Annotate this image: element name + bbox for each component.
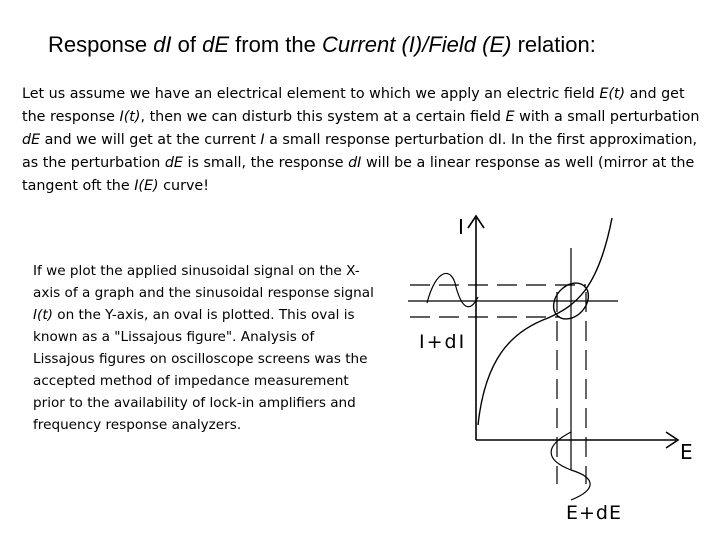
intro-text: is small, the response <box>182 155 349 171</box>
intro-var: I <box>260 132 265 148</box>
x-axis-label: E <box>680 440 693 464</box>
intro-var: E(t) <box>599 86 626 102</box>
intro-var: dE <box>22 132 41 148</box>
intro-var: dI <box>348 155 362 171</box>
title-text: of <box>171 32 203 57</box>
field-label: E+dE <box>566 502 622 524</box>
side-text: on the Y-axis, an oval is plotted. This oval is known as a "Lissajous figure". Analysis of Lissajous figures on oscilloscope screens was the accepted method of impedance measurement prior to the availability of lock-in amplifiers and frequency response analyzers. <box>33 307 368 433</box>
intro-text: and get the response <box>22 86 685 125</box>
title-text: relation: <box>511 32 596 57</box>
intro-var: I(t) <box>119 109 141 125</box>
response-label: I+dI <box>419 331 467 353</box>
response-sine-wave <box>427 273 478 306</box>
ie-curve <box>478 218 612 425</box>
title-relation: Current (I)/Field (E) <box>321 32 512 57</box>
intro-text: curve! <box>158 178 209 194</box>
title-text: Response <box>48 32 154 57</box>
side-text: If we plot the applied sinusoidal signal on the X-axis of a graph and the sinusoidal response signal <box>33 263 374 301</box>
title-de: dE <box>202 32 230 57</box>
title-di: dI <box>153 32 172 57</box>
intro-var: I(E) <box>134 178 159 194</box>
intro-text: , then we can disturb this system at a certain field <box>140 109 506 125</box>
intro-text: and we will get at the current <box>40 132 261 148</box>
intro-text: a small response perturbation dI. In the first approximation, as the perturbation <box>22 132 698 171</box>
y-axis-label: I <box>458 215 464 239</box>
side-var: I(t) <box>33 307 53 323</box>
intro-var: dE <box>164 155 183 171</box>
intro-text: will be a linear response as well (mirror at the tangent oft the <box>22 155 695 194</box>
intro-text: with a small perturbation <box>514 109 700 125</box>
intro-var: E <box>505 109 515 125</box>
title-text: from the <box>229 32 322 57</box>
intro-text: Let us assume we have an electrical element to which we apply an electric field <box>22 86 600 102</box>
